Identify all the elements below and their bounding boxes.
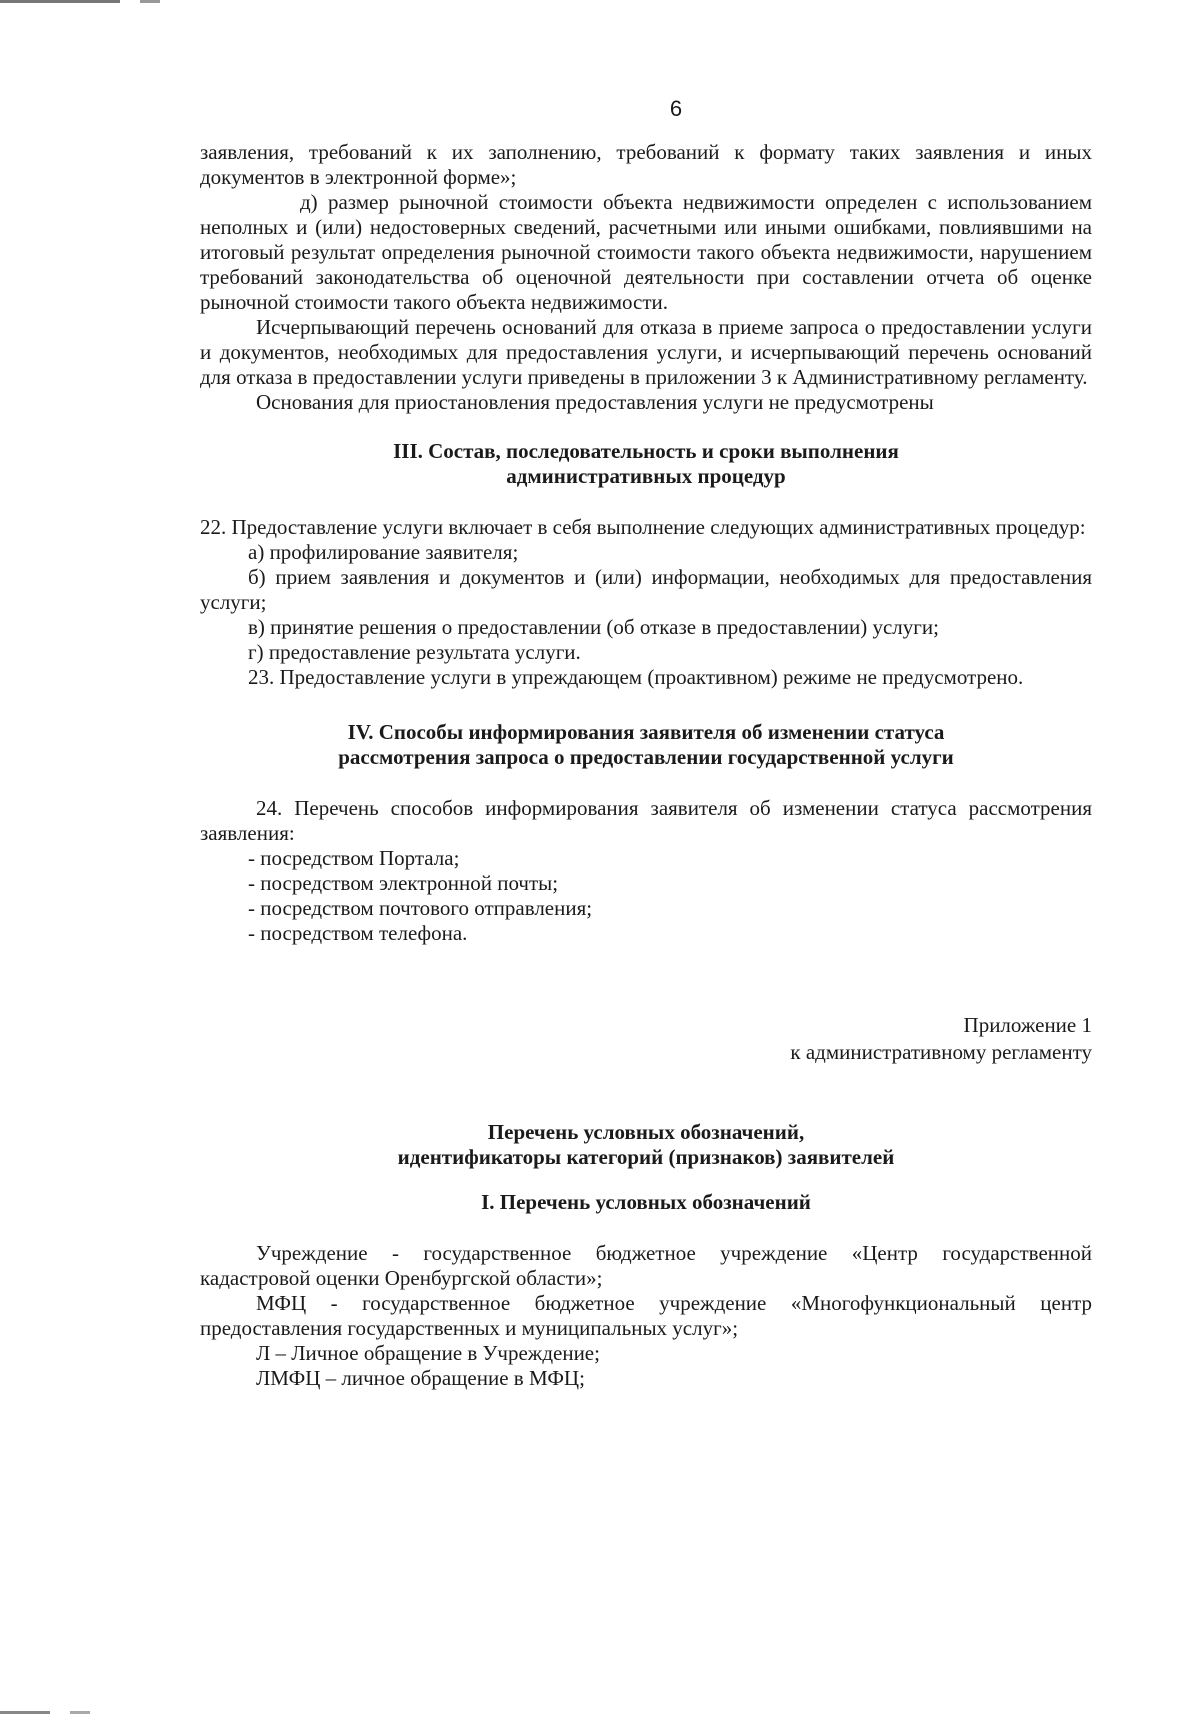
- list-item: - посредством телефона.: [248, 921, 468, 945]
- appendix-subject: к административному регламенту: [790, 1040, 1092, 1064]
- appendix-heading: [200, 1120, 1092, 1170]
- list-item: в) принятие решения о предоставлении (об отказе в предоставлении) услуги;: [248, 615, 939, 639]
- paragraph-item-d: д) размер рыночной стоимости объекта недвижимости определен с использованием неполных и (или) недостоверных сведений, расчетными или иными ошибками, повлиявшими на итоговый результат определения рыночной стоимости такого объекта недвижимости, нарушением требований законодательства об оценочной деятельности при составлении отчета об оценке рыночной стоимости такого объекта недвижимости.: [200, 190, 1092, 314]
- paragraph-24: 24. Перечень способов информирования заявителя об изменении статуса рассмотрения заявления:: [200, 796, 1092, 845]
- paragraph-refusal-grounds: Исчерпывающий перечень оснований для отказа в приеме запроса о предоставлении услуги и документов, необходимых для предоставления услуги, и исчерпывающий перечень оснований для отказа в предоставлении услуги приведены в приложении 3 к Административному регламенту.: [200, 315, 1092, 389]
- paragraph-22: 22. Предоставление услуги включает в себя выполнение следующих административных процедур:: [200, 515, 1086, 539]
- section-3-heading: [200, 439, 1092, 489]
- section-3-heading-line2: административных процедур: [506, 464, 786, 488]
- definition-item: Л – Личное обращение в Учреждение;: [256, 1341, 600, 1365]
- list-item: - посредством почтового отправления;: [248, 896, 593, 920]
- page-number: 6: [669, 96, 683, 121]
- appendix-label: Приложение 1: [963, 1013, 1092, 1037]
- list-item: а) профилирование заявителя;: [248, 540, 519, 564]
- list-item: б) прием заявления и документов и (или) информации, необходимых для предоставления услуги;: [200, 565, 1092, 614]
- appendix-reference: [200, 1012, 1092, 1066]
- appendix-heading-line1: Перечень условных обозначений,: [487, 1120, 805, 1144]
- list-item: г) предоставление результата услуги.: [248, 640, 581, 664]
- section-3-heading-line1: III. Состав, последовательность и сроки выполнения: [393, 439, 899, 463]
- definition-item: МФЦ - государственное бюджетное учреждение «Многофункциональный центр предоставления государственных и муниципальных услуг»;: [200, 1291, 1092, 1340]
- list-item: - посредством Портала;: [248, 846, 460, 870]
- appendix-subheading: I. Перечень условных обозначений: [481, 1190, 811, 1214]
- section-4-heading-line2: рассмотрения запроса о предоставлении государственной услуги: [338, 745, 954, 769]
- paragraph-suspension-grounds: Основания для приостановления предоставления услуги не предусмотрены: [256, 390, 934, 414]
- paragraph-23: 23. Предоставление услуги в упреждающем (проактивном) режиме не предусмотрено.: [248, 665, 1024, 689]
- paragraph-continuation: заявления, требований к их заполнению, требований к формату таких заявления и иных документов в электронной форме»;: [200, 140, 1092, 189]
- definition-item: ЛМФЦ – личное обращение в МФЦ;: [256, 1366, 585, 1390]
- appendix-heading-line2: идентификаторы категорий (признаков) заявителей: [397, 1145, 895, 1169]
- list-item: - посредством электронной почты;: [248, 871, 559, 895]
- definition-item: Учреждение - государственное бюджетное учреждение «Центр государственной кадастровой оценки Оренбургской области»;: [200, 1241, 1092, 1290]
- scan-edge-mark-bottom: [0, 1711, 120, 1714]
- section-4-heading: [200, 720, 1092, 770]
- section-4-heading-line1: IV. Способы информирования заявителя об изменении статуса: [347, 720, 945, 744]
